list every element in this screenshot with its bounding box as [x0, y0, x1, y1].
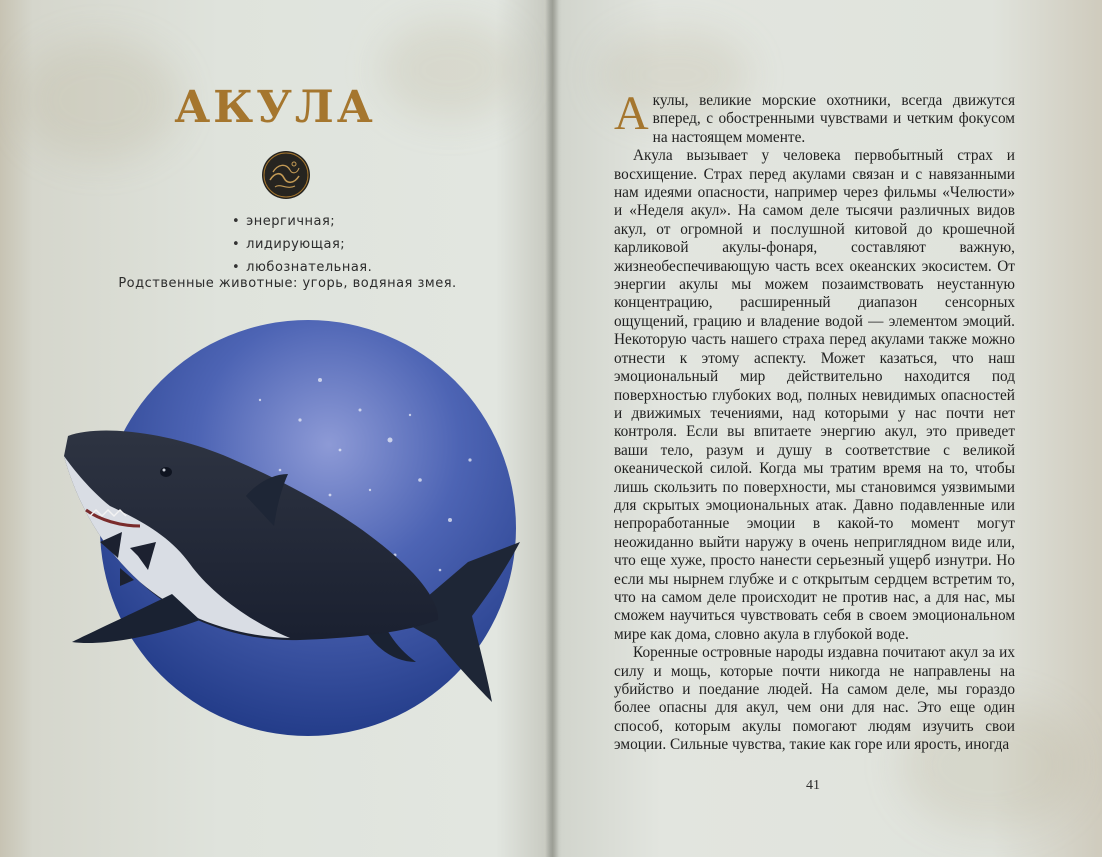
trait-item: • лидирующая; [232, 233, 372, 256]
paragraph-text: кулы, великие морские охотники, всегда движутся вперед, с обостренными чувствами и четким фокусом на настоящем моменте. [652, 92, 1015, 146]
page-title: АКУЛА [174, 82, 376, 133]
drop-cap: А [614, 87, 649, 140]
shark-illustration [60, 320, 530, 750]
trait-item: • любознательная. [232, 256, 372, 279]
page-number: 41 [806, 778, 820, 793]
article-body [614, 87, 1015, 755]
paragraph [614, 87, 1015, 147]
paragraph: Коренные островные народы издавна почитают акул за их силу и мощь, которые почти никогда не направлены на убийство и поедание людей. На самом деле, мы гораздо более опасны для акул, чем они для нас. Это еще один способ, которым акулы помогают людям изучить свои эмоции. Сильные чувства, такие как горе или ярость, иногда [614, 644, 1015, 754]
book-gutter [545, 0, 559, 857]
trait-item: • энергичная; [232, 210, 372, 233]
related-animals: Родственные животные: угорь, водяная змея. [118, 276, 457, 291]
left-page [0, 0, 550, 857]
traits-list [232, 210, 372, 279]
paragraph: Акула вызывает у человека первобытный страх и восхищение. Страх перед акулами связан и с навязанными нам идеями опасности, например через фильмы «Челюсти» и «Неделя акул». На самом деле тысячи различных видов акул, от огромной и послушной китовой до крошечной карликовой акулы-фонаря, составляют важную, жизнеобеспечивающую часть всех океанских экосистем. От энергии акулы мы можем позаимствовать неустанную концентрацию, расширенный диапазон сенсорных ощущений, грацию и владение водой — элементом эмоций. Некоторую часть нашего страха перед акулами также можно отнести к этому аспекту. Может казаться, что наш эмоциональный мир действительно находится под поверхностью глубоких вод, полных невидимых опасностей и движимых течениями, над которыми у нас почти нет контроля. Если вы впитаете энергию акул, это приведет ваши тело, разум и душу в соответствие с великой океанической силой. Когда мы тратим время на то, чтобы лишь скользить по поверхности, мы становимся уязвимыми для скрытых эмоциональных атак. Давно подавленные или непроработанные эмоции в какой-то момент могут неожиданно выйти наружу в очень неприглядном виде или, что еще хуже, просто нанести серьезный ущерб изнутри. Но если мы нырнем глубже и с открытым сердцем встретим то, что на самом деле происходит не против нас, а для нас, мы сможем научиться чувствовать себя в своем эмоциональном мире как дома, словно акула в глубокой воде. [614, 147, 1015, 643]
water-wave-emblem-icon [261, 150, 311, 200]
